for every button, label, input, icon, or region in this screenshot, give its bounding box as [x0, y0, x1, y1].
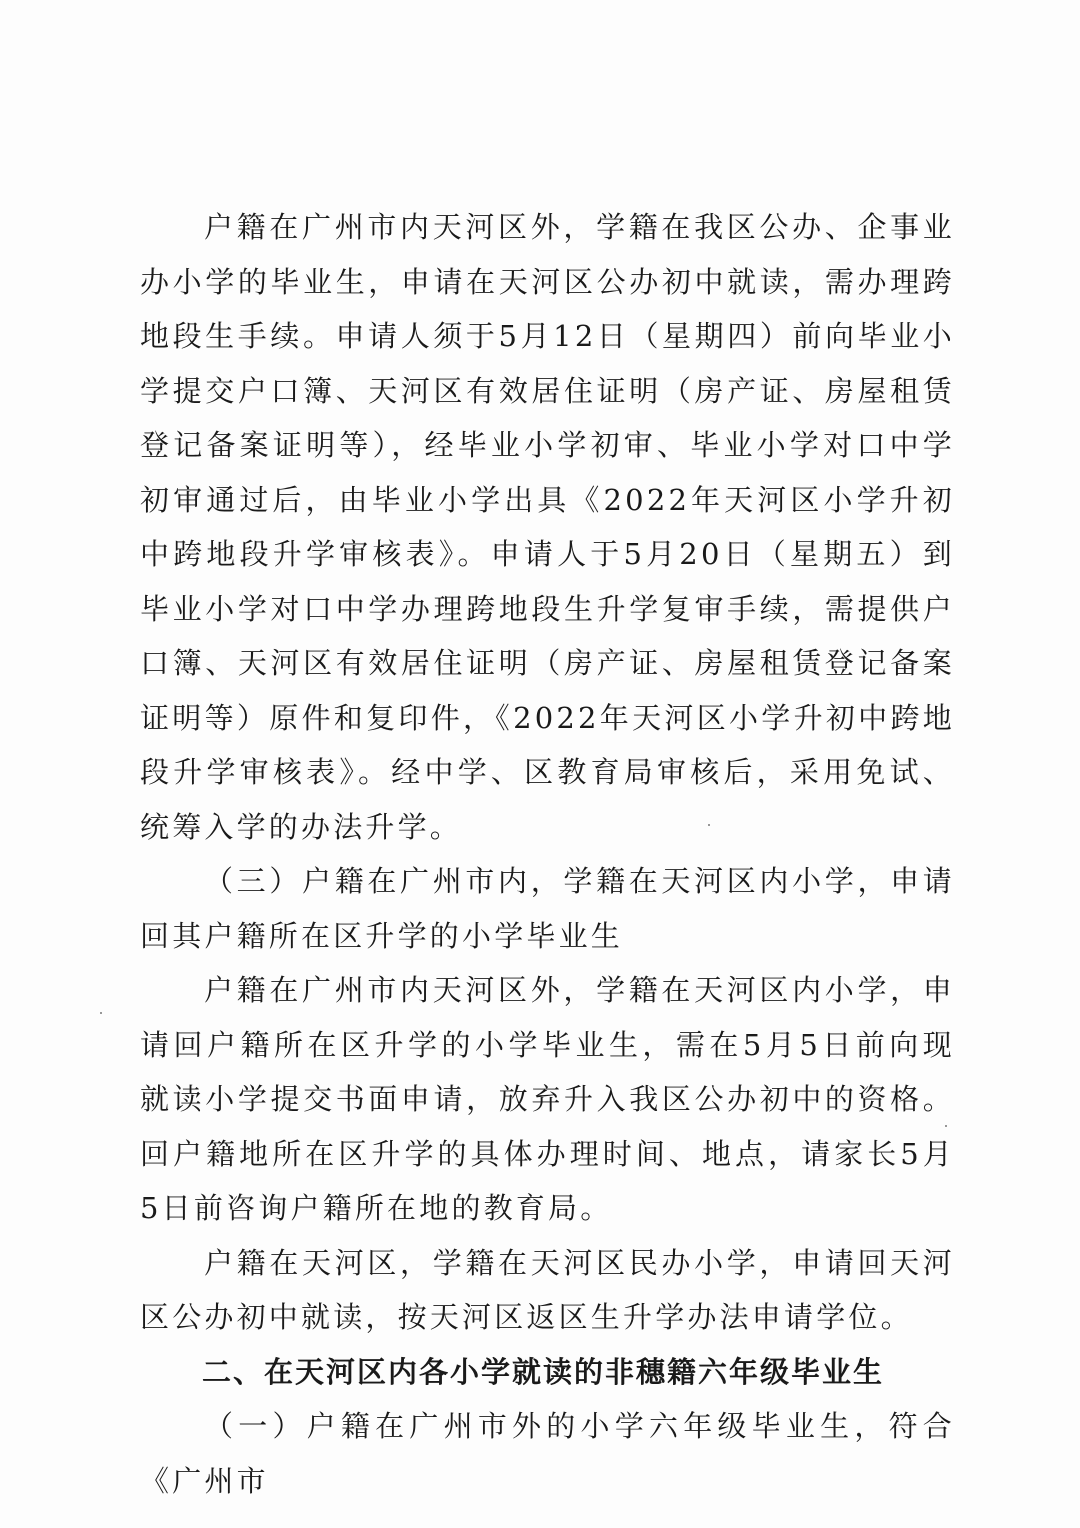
paragraph-outside-guangzhou: （一）户籍在广州市外的小学六年级毕业生，符合《广州市	[140, 1409, 955, 1498]
subsection-heading-three: （三）户籍在广州市内，学籍在天河区内小学，申请回其户籍所在区升学的小学毕业生	[140, 864, 955, 953]
paragraph-cross-district: 户籍在广州市内天河区外，学籍在我区公办、企事业办小学的毕业生，申请在天河区公办初中就读，需办理跨地段生手续。申请人须于5月12日（星期四）前向毕业小学提交户口簿、天河区有效居住证明（房产证、房屋租赁登记备案证明等），经毕业小学初审、毕业小学对口中学初审通过后，由毕业小学出具《2022年天河区小学升初中跨地段升学审核表》。申请人于5月20日（星期五）到毕业小学对口中学办理跨地段生升学复审手续，需提供户口簿、天河区有效居住证明（房产证、房屋租赁登记备案证明等）原件和复印件，《2022年天河区小学升初中跨地段升学审核表》。经中学、区教育局审核后，采用免试、统筹入学的办法升学。	[140, 210, 955, 844]
section-heading-two: 二、在天河区内各小学就读的非穗籍六年级毕业生	[202, 1354, 885, 1389]
paragraph-return-district: 户籍在广州市内天河区外，学籍在天河区内小学，申请回户籍所在区升学的小学毕业生，需在5月5日前向现就读小学提交书面申请，放弃升入我区公办初中的资格。回户籍地所在区升学的具体办理时间、地点，请家长5月5日前咨询户籍所在地的教育局。	[140, 973, 955, 1225]
document-body	[140, 200, 955, 1508]
paragraph-private-school: 户籍在天河区，学籍在天河区民办小学，申请回天河区公办初中就读，按天河区返区生升学办法申请学位。	[140, 1245, 955, 1334]
